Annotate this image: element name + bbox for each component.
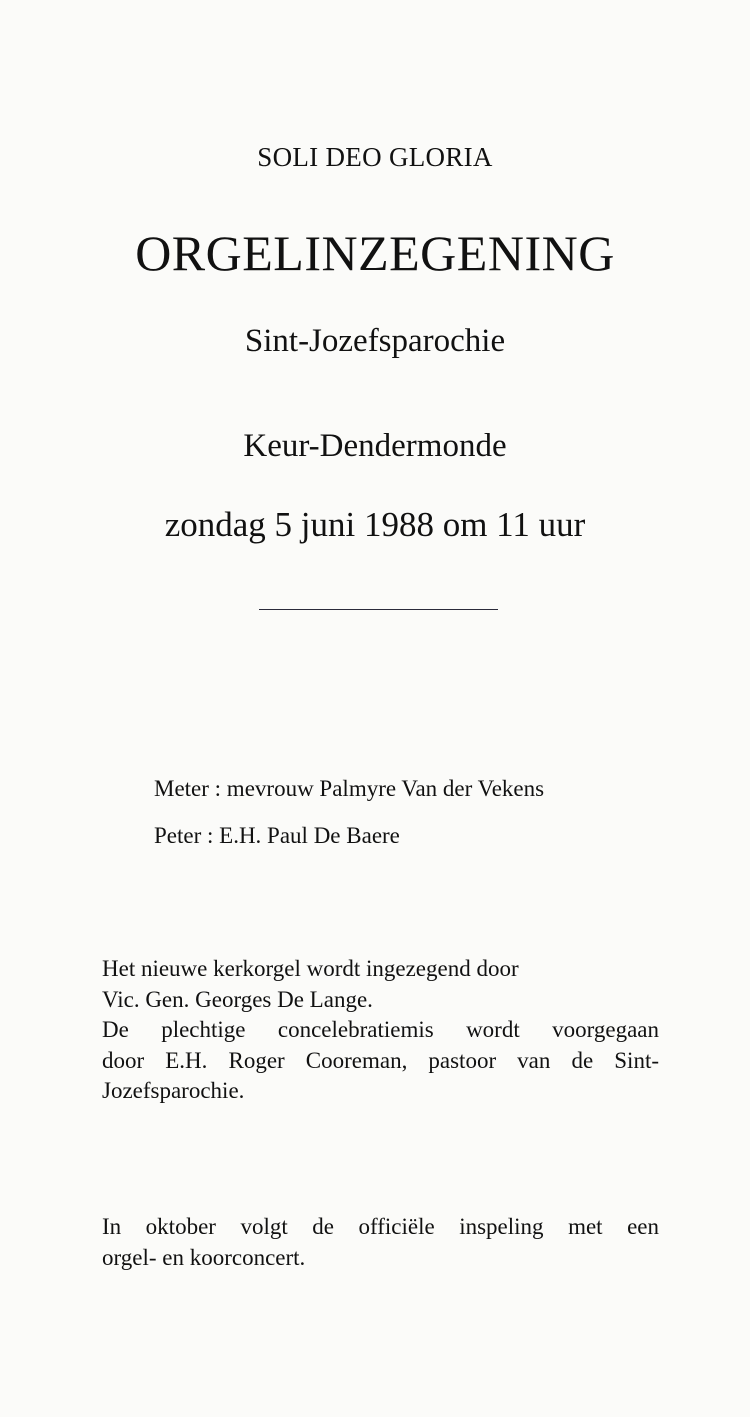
blessing-paragraph bbox=[102, 954, 659, 1107]
sponsor-peter: Peter : E.H. Paul De Baere bbox=[154, 823, 400, 848]
paragraph-line: De plechtige concelebratiemis wordt voorgegaan bbox=[102, 1017, 659, 1042]
event-date: zondag 5 juni 1988 om 11 uur bbox=[164, 505, 586, 544]
parish-name: Sint-Jozefsparochie bbox=[244, 323, 506, 359]
place-name: Keur-Dendermonde bbox=[243, 428, 507, 464]
divider bbox=[259, 609, 498, 610]
paragraph-line: In oktober volgt de officiële inspeling met een bbox=[102, 1214, 659, 1239]
paragraph-line: Jozefsparochie. bbox=[102, 1078, 245, 1103]
sponsor-meter: Meter : mevrouw Palmyre Van der Vekens bbox=[154, 776, 545, 801]
paragraph-line: door E.H. Roger Cooreman, pastoor van de Sint- bbox=[102, 1047, 659, 1073]
paragraph-line: Het nieuwe kerkorgel wordt ingezegend door bbox=[102, 956, 519, 981]
paragraph-line: Vic. Gen. Georges De Lange. bbox=[102, 986, 373, 1012]
concert-paragraph bbox=[102, 1212, 659, 1273]
paragraph-line: orgel- en koorconcert. bbox=[102, 1244, 306, 1270]
motto: SOLI DEO GLORIA bbox=[257, 142, 493, 172]
page-title: ORGELINZEGENING bbox=[135, 225, 615, 281]
